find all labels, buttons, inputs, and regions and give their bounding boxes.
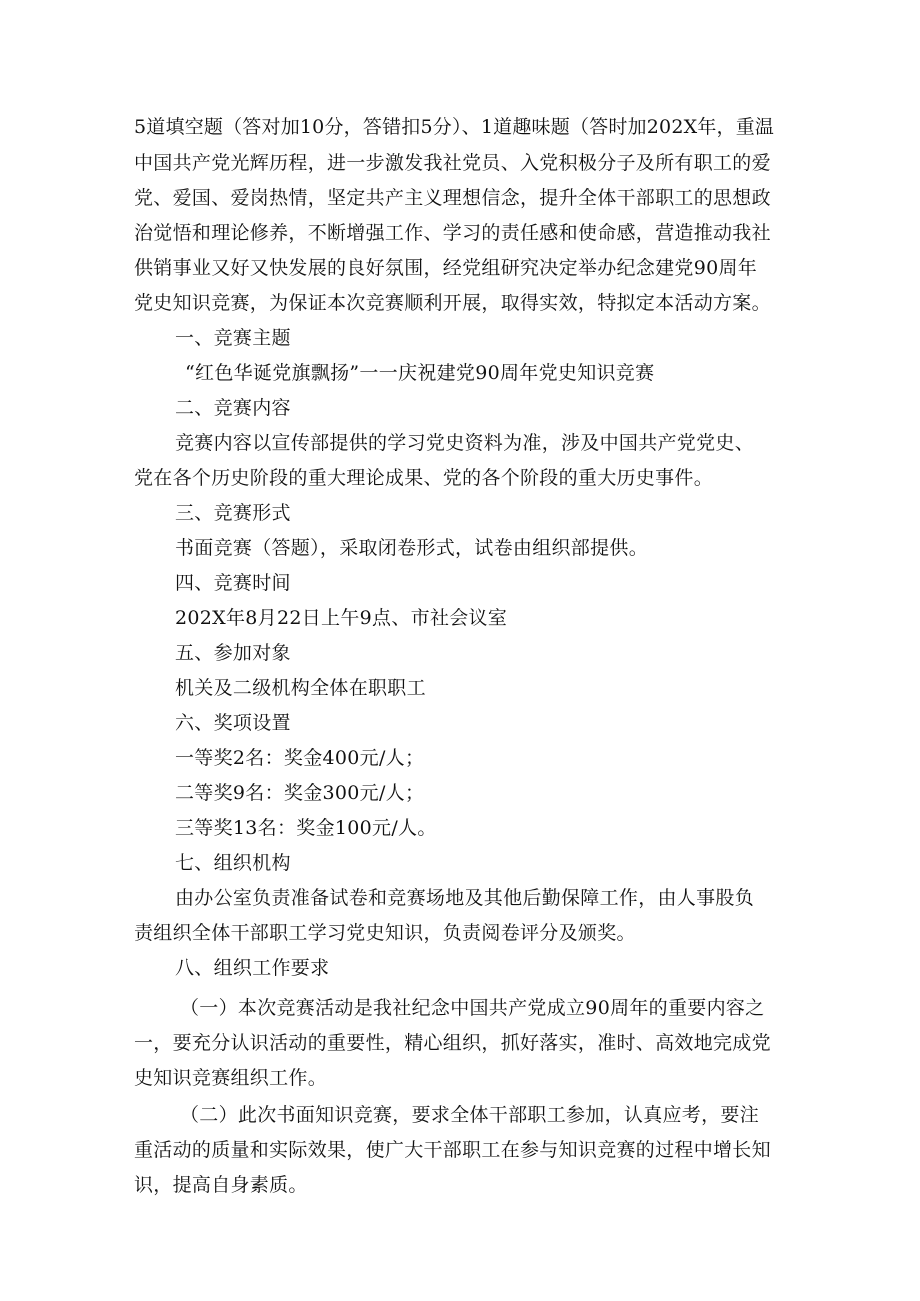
prize-line: 三等奖13名：奖金100元/人。	[175, 817, 437, 839]
section-heading: 五、参加对象	[175, 642, 291, 664]
body-line: 机关及二级机构全体在职职工	[175, 677, 426, 699]
section-heading: 一、竞赛主题	[175, 327, 291, 349]
body-line: 党、爱国、爱岗热情，坚定共产主义理想信念，提升全体干部职工的思想政	[134, 187, 771, 209]
body-line: 史知识竞赛组织工作。	[134, 1067, 328, 1089]
body-line: 由办公室负责准备试卷和竞赛场地及其他后勤保障工作，由人事股负	[175, 887, 755, 909]
contest-theme: “红色华诞党旗飘扬”一一庆祝建党90周年党史知识竞赛	[185, 362, 655, 384]
body-line: （二）此次书面知识竞赛，要求全体干部职工参加，认真应考，要注	[180, 1104, 760, 1126]
body-line: 党史知识竞赛，为保证本次竞赛顺利开展，取得实效，特拟定本活动方案。	[134, 292, 771, 314]
body-line: 重活动的质量和实际效果，使广大干部职工在参与知识竞赛的过程中增长知	[134, 1139, 771, 1161]
section-heading: 四、竞赛时间	[175, 572, 291, 594]
body-line: 党在各个历史阶段的重大理论成果、党的各个阶段的重大历史事件。	[134, 467, 714, 489]
section-heading: 二、竞赛内容	[175, 397, 291, 419]
body-line: 书面竞赛（答题），采取闭卷形式，试卷由组织部提供。	[175, 537, 649, 559]
body-line: 202X年8月22日上午9点、市社会议室	[175, 607, 508, 629]
body-line: （一）本次竞赛活动是我社纪念中国共产党成立90周年的重要内容之	[180, 997, 765, 1019]
body-line: 责组织全体干部职工学习党史知识，负责阅卷评分及颁奖。	[134, 922, 636, 944]
body-line: 竞赛内容以宣传部提供的学习党史资料为准，涉及中国共产党党史、	[175, 432, 755, 454]
body-line: 供销事业又好又快发展的良好氛围，经党组研究决定举办纪念建党90周年	[134, 257, 758, 279]
body-line: 中国共产党光辉历程，进一步激发我社党员、入党积极分子及所有职工的爱	[134, 152, 771, 174]
prize-line: 一等奖2名：奖金400元/人；	[175, 747, 425, 769]
section-heading: 八、组织工作要求	[175, 957, 330, 979]
body-line: 治觉悟和理论修养，不断增强工作、学习的责任感和使命感，营造推动我社	[134, 222, 771, 244]
section-heading: 六、奖项设置	[175, 712, 291, 734]
prize-line: 二等奖9名：奖金300元/人；	[175, 782, 425, 804]
body-line: 识，提高自身素质。	[134, 1174, 308, 1196]
body-line: 5道填空题（答对加10分，答错扣5分）、1道趣味题（答时加202X年，重温	[134, 116, 775, 138]
section-heading: 七、组织机构	[175, 852, 291, 874]
section-heading: 三、竞赛形式	[175, 502, 291, 524]
body-line: 一，要充分认识活动的重要性，精心组织，抓好落实，准时、高效地完成党	[134, 1032, 771, 1054]
